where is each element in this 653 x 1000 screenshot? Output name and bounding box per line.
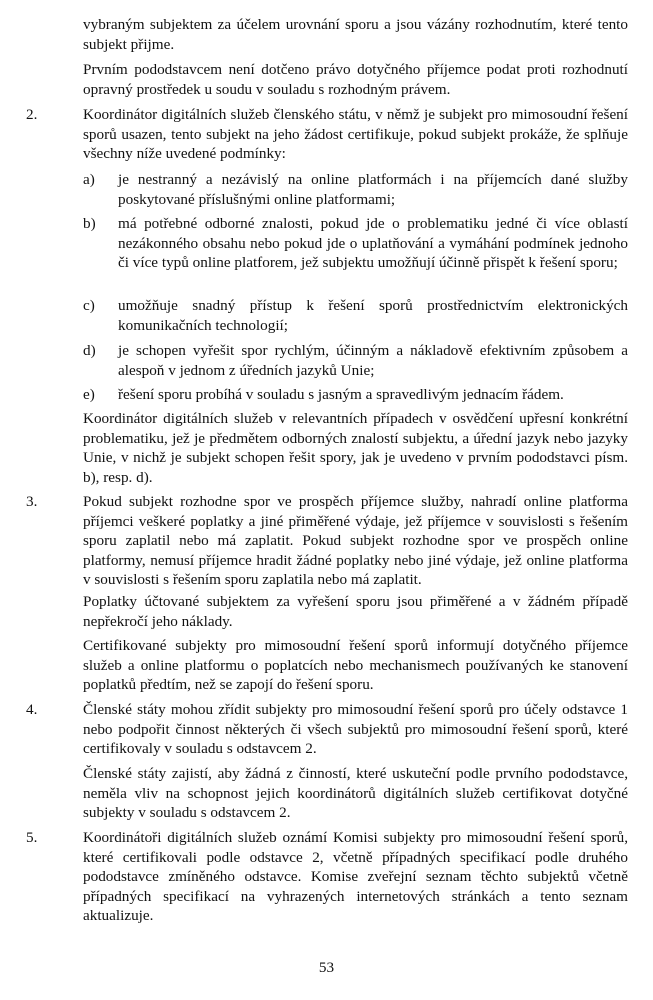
paragraph-5-notification: Koordinátoři digitálních služeb oznámí Komisi subjekty pro mimosoudní řešení sporů, které certifikovali podle odstavce 2, včetně případných specifikací podle druhého pododstavce zmíněného odstavce. Komise zveřejní seznam těchto subjektů včetně případných specifikací na vyhrazených internetových stránkách a tento seznam aktualizuje. xyxy=(83,829,628,924)
paragraph-number-5: 5. xyxy=(26,829,38,846)
item-label-e: e) xyxy=(83,386,95,403)
paragraph-number-2: 2. xyxy=(26,106,38,123)
paragraph-continuation: vybraným subjektem za účelem urovnání sporu a jsou vázány rozhodnutím, které tento subjekt přijme. xyxy=(83,16,628,53)
item-label-a: a) xyxy=(83,171,95,188)
paragraph-3-information: Certifikované subjekty pro mimosoudní řešení sporů informují dotyčného příjemce služeb a online platformu o poplatcích nebo mechanismech používaných ke stanovení poplatků předtím, než se zapojí do řešení sporu. xyxy=(83,637,628,693)
item-label-b: b) xyxy=(83,215,96,232)
item-label-c: c) xyxy=(83,297,95,314)
item-text-a: je nestranný a nezávislý na online platformách i na příjemcích dané služby poskytované příslušnými online platformami; xyxy=(118,171,628,208)
paragraph-2-intro: Koordinátor digitálních služeb členského státu, v němž je subjekt pro mimosoudní řešení sporů usazen, tento subjekt na jeho žádost certifikuje, pokud subjekt prokáže, že splňuje všechny níže uvedené podmínky: xyxy=(83,106,628,162)
paragraph-number-4: 4. xyxy=(26,701,38,718)
paragraph-4-member-states: Členské státy mohou zřídit subjekty pro mimosoudní řešení sporů pro účely odstavce 1 nebo podpořit činnost některých či všech subjektů pro mimosoudní řešení sporů, které certifikovaly v souladu s odstavcem 2. xyxy=(83,701,628,757)
item-text-b: má potřebné odborné znalosti, pokud jde o problematiku jedné či více oblastí nezákonného obsahu nebo pokud jde o uplatňování a vymáhání podmínek jednoho či více typů online platforem, jež subjektu umožňují účinně přispět k řešení sporu; xyxy=(118,215,628,271)
paragraph-3-costs: Pokud subjekt rozhodne spor ve prospěch příjemce služby, nahradí online platforma příjemci veškeré poplatky a jiné přiměřené výdaje, jež příjemce v souvislosti s řešením sporu zaplatil nebo má zaplatit. Pokud subjekt rozhodne spor ve prospěch online platformy, nemusí příjemce hradit žádné poplatky nebo jiné výdaje, jež online platforma v souvislosti s řešením sporu zaplatila nebo má zaplatit. xyxy=(83,493,628,588)
item-text-c: umožňuje snadný přístup k řešení sporů prostřednictvím elektronických komunikačních technologií; xyxy=(118,297,628,334)
paragraph-number-3: 3. xyxy=(26,493,38,510)
paragraph-4-ensure: Členské státy zajistí, aby žádná z činností, které uskuteční podle prvního pododstavce, neměla vliv na schopnost jejich koordinátorů digitálních služeb certifikovat dotyčné subjekty v souladu s odstavcem 2. xyxy=(83,765,628,821)
item-text-e: řešení sporu probíhá v souladu s jasným a spravedlivým jednacím řádem. xyxy=(118,386,564,403)
paragraph-first-subparagraph-note: Prvním pododstavcem není dotčeno právo dotyčného příjemce podat proti rozhodnutí opravný prostředek u soudu v souladu s rozhodným právem. xyxy=(83,61,628,98)
page-number: 53 xyxy=(318,959,335,976)
paragraph-2-after-list: Koordinátor digitálních služeb v relevantních případech v osvědčení upřesní konkrétní problematiku, jež je předmětem odborných znalostí subjektu, a úřední jazyk nebo jazyky Unie, v nichž je subjekt schopen řešit spory, jak je uvedeno v prvním pododstavci písm. b), resp. d). xyxy=(83,410,628,486)
item-text-d: je schopen vyřešit spor rychlým, účinným a nákladově efektivním způsobem a alespoň v jednom z úředních jazyků Unie; xyxy=(118,342,628,379)
item-label-d: d) xyxy=(83,342,96,359)
paragraph-3-fees: Poplatky účtované subjektem za vyřešení sporu jsou přiměřené a v žádném případě nepřekročí jeho náklady. xyxy=(83,593,628,630)
